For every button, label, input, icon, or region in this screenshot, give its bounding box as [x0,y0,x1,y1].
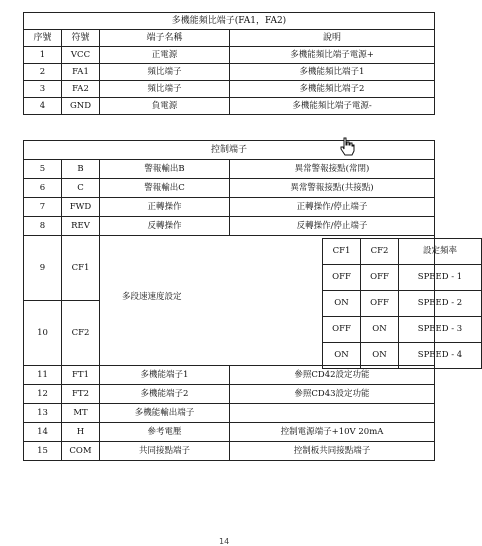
speed-header-cf2: CF2 [361,239,399,265]
row-description: 參照CD43設定功能 [230,385,435,404]
table-row [24,98,435,115]
row-name: 正電源 [100,47,230,64]
row-no: 4 [24,98,62,115]
row-symbol: CF1 [62,236,100,301]
header-no: 序號 [24,30,62,47]
row-description: 參照CD42設定功能 [230,366,435,385]
row-description [230,404,435,423]
row-name: 負電源 [100,98,230,115]
row-symbol: FWD [62,198,100,217]
row-name: 共同接點端子 [100,442,230,461]
row-name: 正轉操作 [100,198,230,217]
table2-title: 控制端子 [24,141,435,160]
row-no: 14 [24,423,62,442]
table-row [24,385,435,404]
row-no: 13 [24,404,62,423]
speed-cell: ON [323,343,361,369]
row-description: 多機能頻比端子2 [230,81,435,98]
table-row [24,198,435,217]
row-no: 6 [24,179,62,198]
row-symbol: FA2 [62,81,100,98]
row-description: 多機能頻比端子1 [230,64,435,81]
table-row [24,47,435,64]
speed-cell: OFF [323,265,361,291]
row-symbol: H [62,423,100,442]
speed-cell: OFF [323,317,361,343]
row-symbol: FT2 [62,385,100,404]
row-symbol: COM [62,442,100,461]
row-name: 多機能端子2 [100,385,230,404]
table1-title: 多機能頻比端子(FA1，FA2) [24,13,435,30]
row-name: 多機能輸出端子 [100,404,230,423]
row-symbol: REV [62,217,100,236]
speed-cell: SPEED - 1 [399,265,482,291]
multi-function-frequency-table [23,12,435,115]
multi-speed-label: 多段速速度設定 [122,292,182,302]
speed-setting-table [322,238,482,369]
speed-cell: OFF [361,265,399,291]
row-description: 控制板共同接點端子 [230,442,435,461]
row-symbol: FA1 [62,64,100,81]
table-row [24,64,435,81]
row-symbol: GND [62,98,100,115]
row-symbol: C [62,179,100,198]
table-row [24,442,435,461]
header-terminal-name: 端子名稱 [100,30,230,47]
row-no: 7 [24,198,62,217]
table-row-cf1 [24,236,435,301]
row-description: 正轉操作/停止端子 [230,198,435,217]
speed-cell: SPEED - 4 [399,343,482,369]
table-row [24,423,435,442]
row-description: 控制電源端子+10V 20mA [230,423,435,442]
hand-cursor-icon [339,137,355,157]
row-symbol: B [62,160,100,179]
table-row [24,81,435,98]
row-name: 反轉操作 [100,217,230,236]
speed-header-cf1: CF1 [323,239,361,265]
row-description: 異常警報接點(常閉) [230,160,435,179]
row-symbol: CF2 [62,301,100,366]
row-name: 多機能端子1 [100,366,230,385]
header-description: 說明 [230,30,435,47]
row-name: 頻比端子 [100,81,230,98]
row-no: 1 [24,47,62,64]
row-symbol: VCC [62,47,100,64]
speed-cell: ON [323,291,361,317]
table-row [24,404,435,423]
row-description: 多機能頻比端子電源+ [230,47,435,64]
speed-cell: SPEED - 3 [399,317,482,343]
page-number: 14 [219,537,230,546]
row-description: 反轉操作/停止端子 [230,217,435,236]
row-no: 8 [24,217,62,236]
row-no: 2 [24,64,62,81]
row-name: 警報輸出B [100,160,230,179]
multi-speed-cell [100,236,463,366]
row-no: 12 [24,385,62,404]
row-symbol: FT1 [62,366,100,385]
control-terminal-table [23,140,463,461]
row-description: 多機能頻比端子電源- [230,98,435,115]
row-no: 11 [24,366,62,385]
row-no: 15 [24,442,62,461]
table-row [24,179,435,198]
row-no: 3 [24,81,62,98]
row-no: 10 [24,301,62,366]
row-name: 參考電壓 [100,423,230,442]
header-symbol: 符號 [62,30,100,47]
row-symbol: MT [62,404,100,423]
row-description: 異常警報接點(共接點) [230,179,435,198]
table-row [24,160,435,179]
table-row [24,217,435,236]
row-no: 9 [24,236,62,301]
row-name: 警報輸出C [100,179,230,198]
speed-cell: OFF [361,291,399,317]
row-name: 頻比端子 [100,64,230,81]
speed-header-frequency: 設定頻率 [399,239,482,265]
speed-cell: ON [361,343,399,369]
row-no: 5 [24,160,62,179]
speed-cell: SPEED - 2 [399,291,482,317]
speed-cell: ON [361,317,399,343]
